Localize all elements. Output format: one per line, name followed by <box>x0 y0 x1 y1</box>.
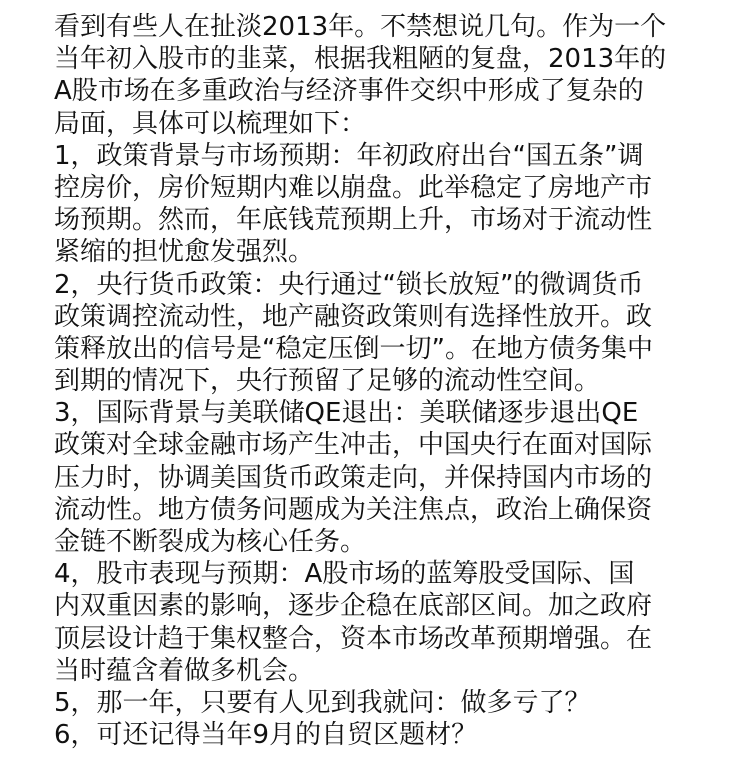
text-line-intro-4: 局面，具体可以梳理如下： <box>54 108 367 139</box>
text-line-point1-2: 控房价，房价短期内难以崩盘。此举稳定了房地产市 <box>54 172 653 203</box>
text-line-intro-1: 看到有些人在扯淡2013年。不禁想说几句。作为一个 <box>54 12 667 42</box>
text-line-point3-5: 金链不断裂成为核心任务。 <box>54 527 367 557</box>
text-line-intro-2: 当年初入股市的韭菜，根据我粗陋的复盘，2013年的 <box>54 44 667 75</box>
text-line-point4-3: 顶层设计趋于集权整合，资本市场改革预期增强。在 <box>54 623 653 654</box>
text-line-point2-4: 到期的情况下，央行预留了足够的流动性空间。 <box>54 366 601 397</box>
text-line-point2-1: 2，央行货币政策：央行通过“锁长放短”的微调货币 <box>54 269 644 300</box>
text-line-point3-2: 政策对全球金融市场产生冲击，中国央行在面对国际 <box>54 430 653 461</box>
text-line-point1-3: 场预期。然而，年底钱荒预期上升，市场对于流动性 <box>54 205 653 236</box>
text-line-point4-1: 4，股市表现与预期：A股市场的蓝筹股受国际、国 <box>54 559 635 590</box>
text-line-point3-3: 压力时，协调美国货币政策走向，并保持国内市场的 <box>54 462 653 493</box>
text-line-point3-4: 流动性。地方债务问题成为关注焦点，政治上确保资 <box>54 494 653 525</box>
text-line-point4-2: 内双重因素的影响，逐步企稳在底部区间。加之政府 <box>54 591 653 622</box>
text-line-point6: 6，可还记得当年9月的自贸区题材？ <box>54 720 478 751</box>
text-line-point2-2: 政策调控流动性，地产融资政策则有选择性放开。政 <box>54 301 653 332</box>
text-line-point1-4: 紧缩的担忧愈发强烈。 <box>54 237 315 268</box>
post-text-block <box>54 11 694 751</box>
text-line-point5: 5，那一年，只要有人见到我就问：做多亏了？ <box>54 687 591 718</box>
text-line-intro-3: A股市场在多重政治与经济事件交织中形成了复杂的 <box>54 76 644 107</box>
text-line-point4-4: 当时蕴含着做多机会。 <box>54 655 315 686</box>
text-line-point1-1: 1，政策背景与市场预期：年初政府出台“国五条”调 <box>54 140 644 171</box>
text-line-point3-1: 3，国际背景与美联储QE退出：美联储逐步退出QE <box>54 398 639 429</box>
text-line-point2-3: 策释放出的信号是“稳定压倒一切”。在地方债务集中 <box>54 333 653 364</box>
